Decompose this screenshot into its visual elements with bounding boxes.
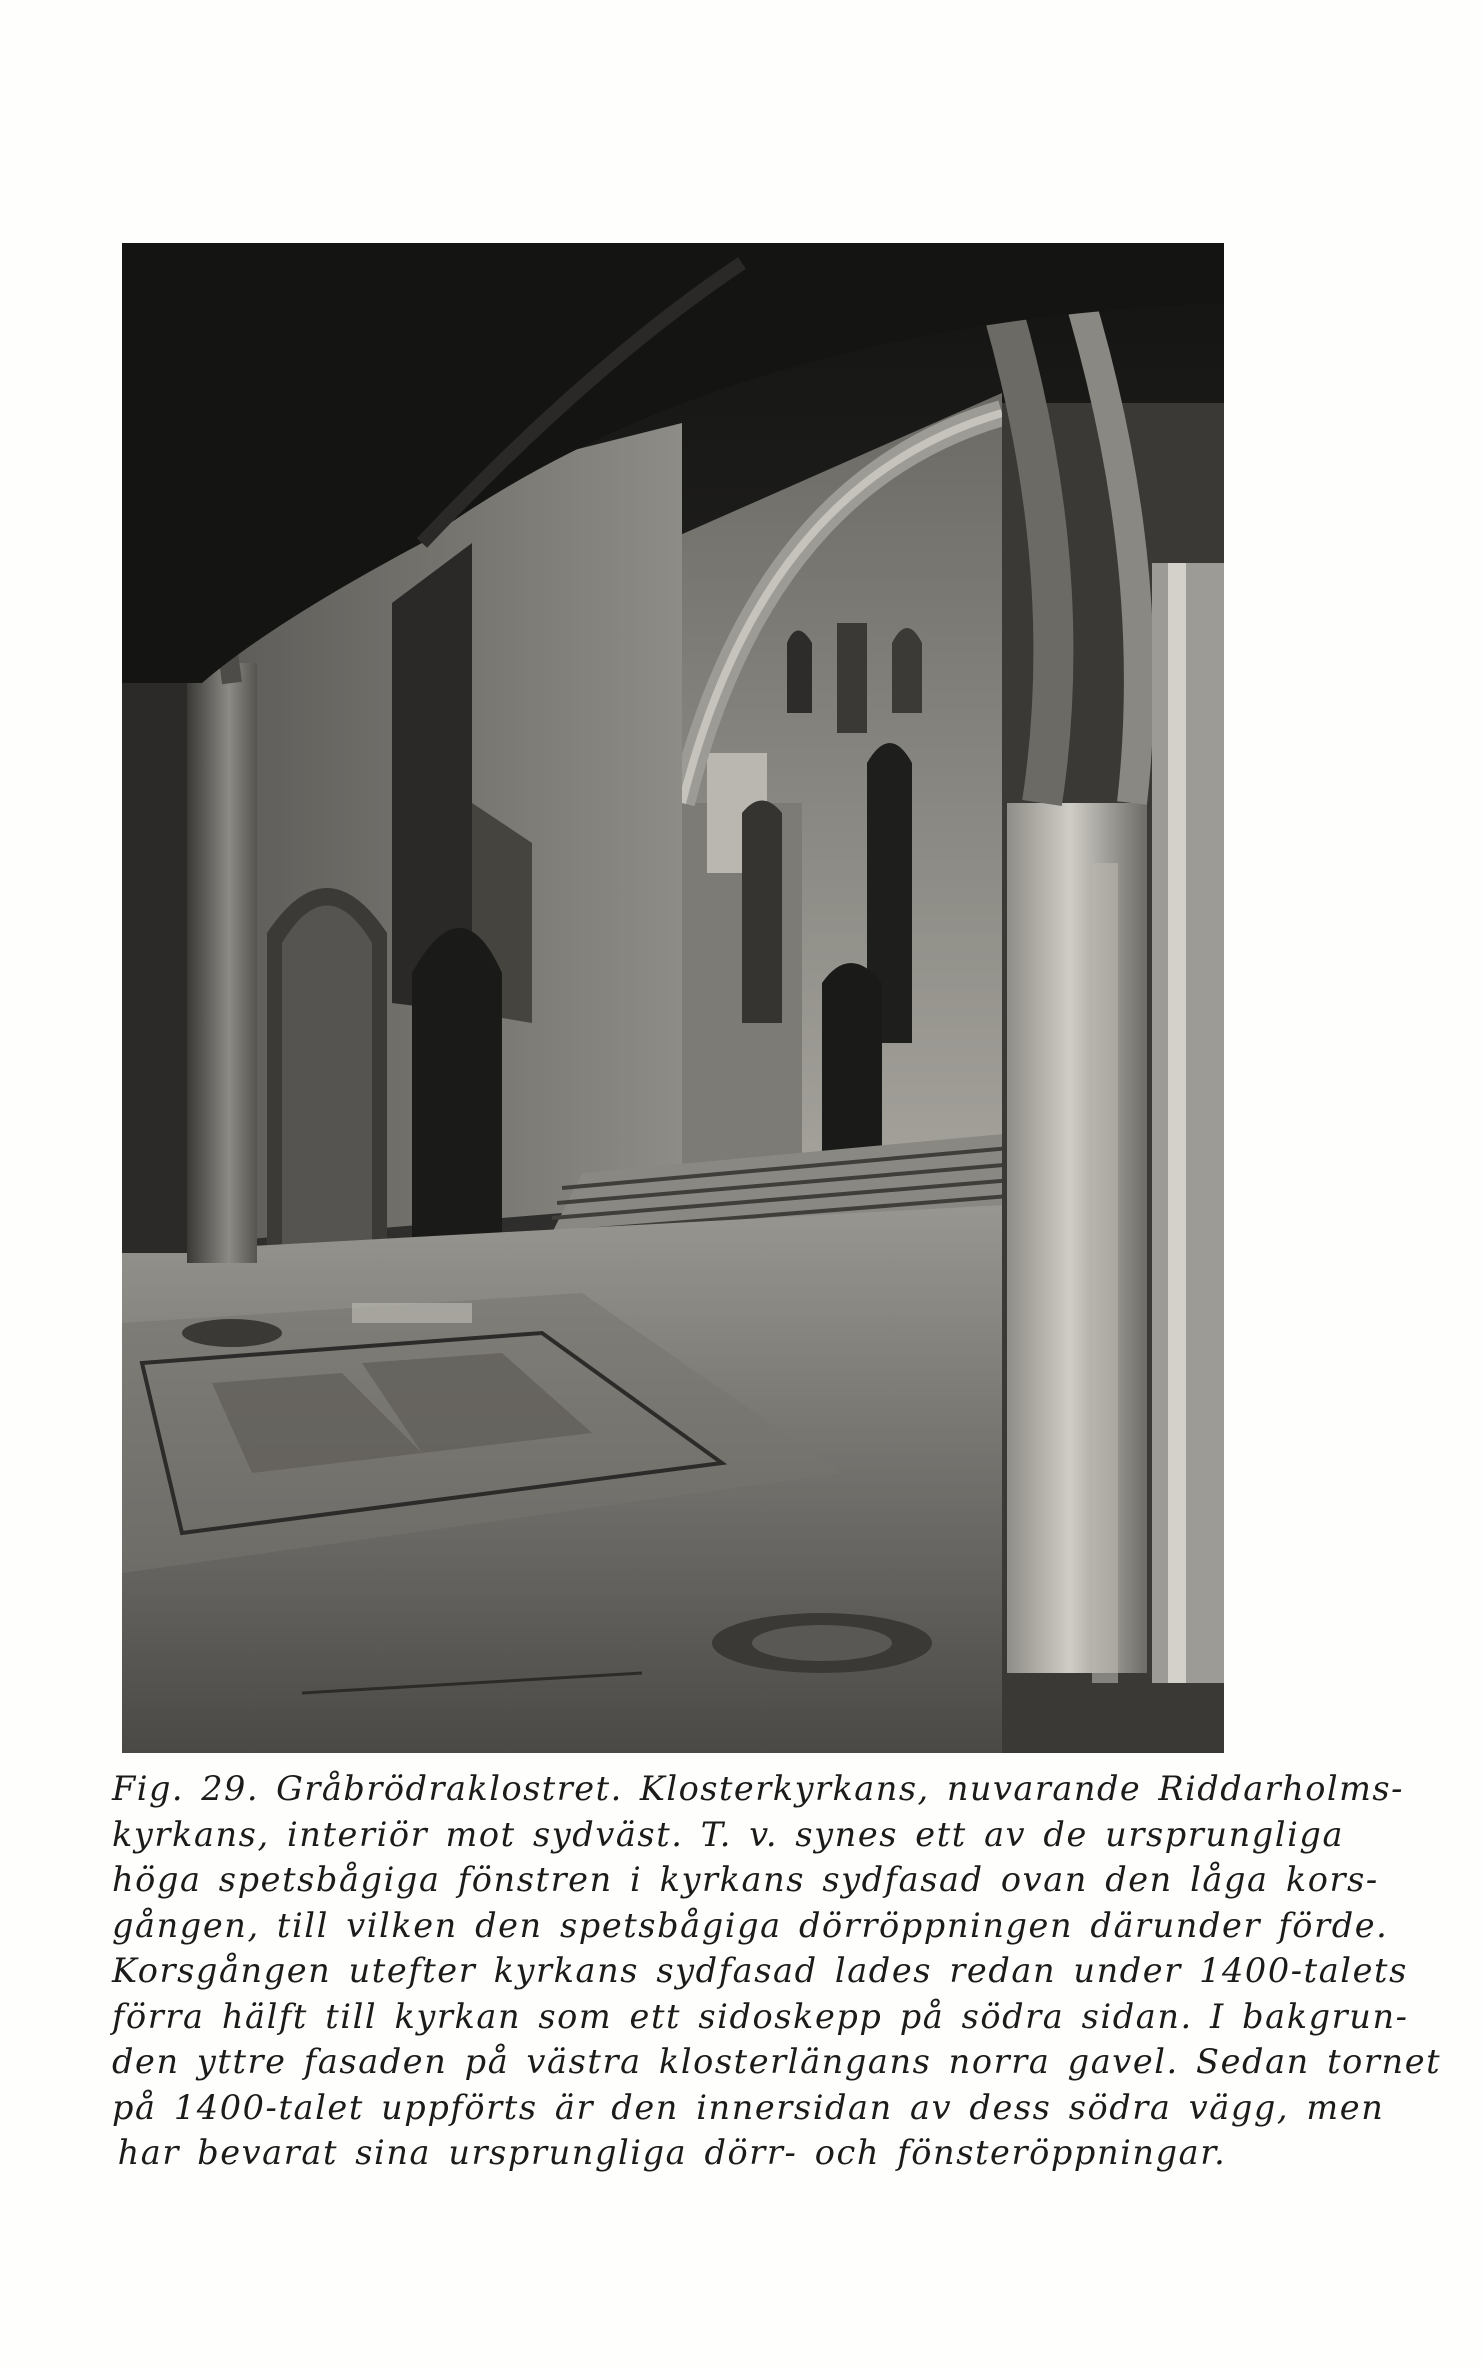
caption-line: höga spetsbågiga fönstren i kyrkans sydfasad ovan den låga kors-	[112, 1860, 1379, 1899]
figure-caption	[112, 1766, 1442, 2176]
caption-line: den yttre fasaden på västra klosterlängans norra gavel. Sedan tornet	[112, 2042, 1442, 2081]
caption-line: gången, till vilken den spetsbågiga dörröppningen därunder förde.	[112, 1905, 1389, 1945]
caption-line: på 1400-talet uppförts är den innersidan av dess södra vägg, men	[112, 2087, 1385, 2127]
caption-line: kyrkans, interiör mot sydväst. T. v. synes ett av de ursprungliga	[112, 1814, 1345, 1854]
church-interior-photo	[122, 243, 1224, 1753]
church-interior-illustration	[122, 243, 1224, 1753]
caption-line: förra hälft till kyrkan som ett sidoskepp på södra sidan. I bakgrun-	[112, 1996, 1409, 2036]
caption-line: har bevarat sina ursprungliga dörr- och fönsteröppningar.	[117, 2133, 1227, 2172]
caption-line: Fig. 29. Gråbrödraklostret. Klosterkyrkans, nuvarande Riddarholms-	[112, 1769, 1404, 1808]
caption-line: Korsgången utefter kyrkans sydfasad lades redan under 1400-talets	[112, 1951, 1408, 1990]
